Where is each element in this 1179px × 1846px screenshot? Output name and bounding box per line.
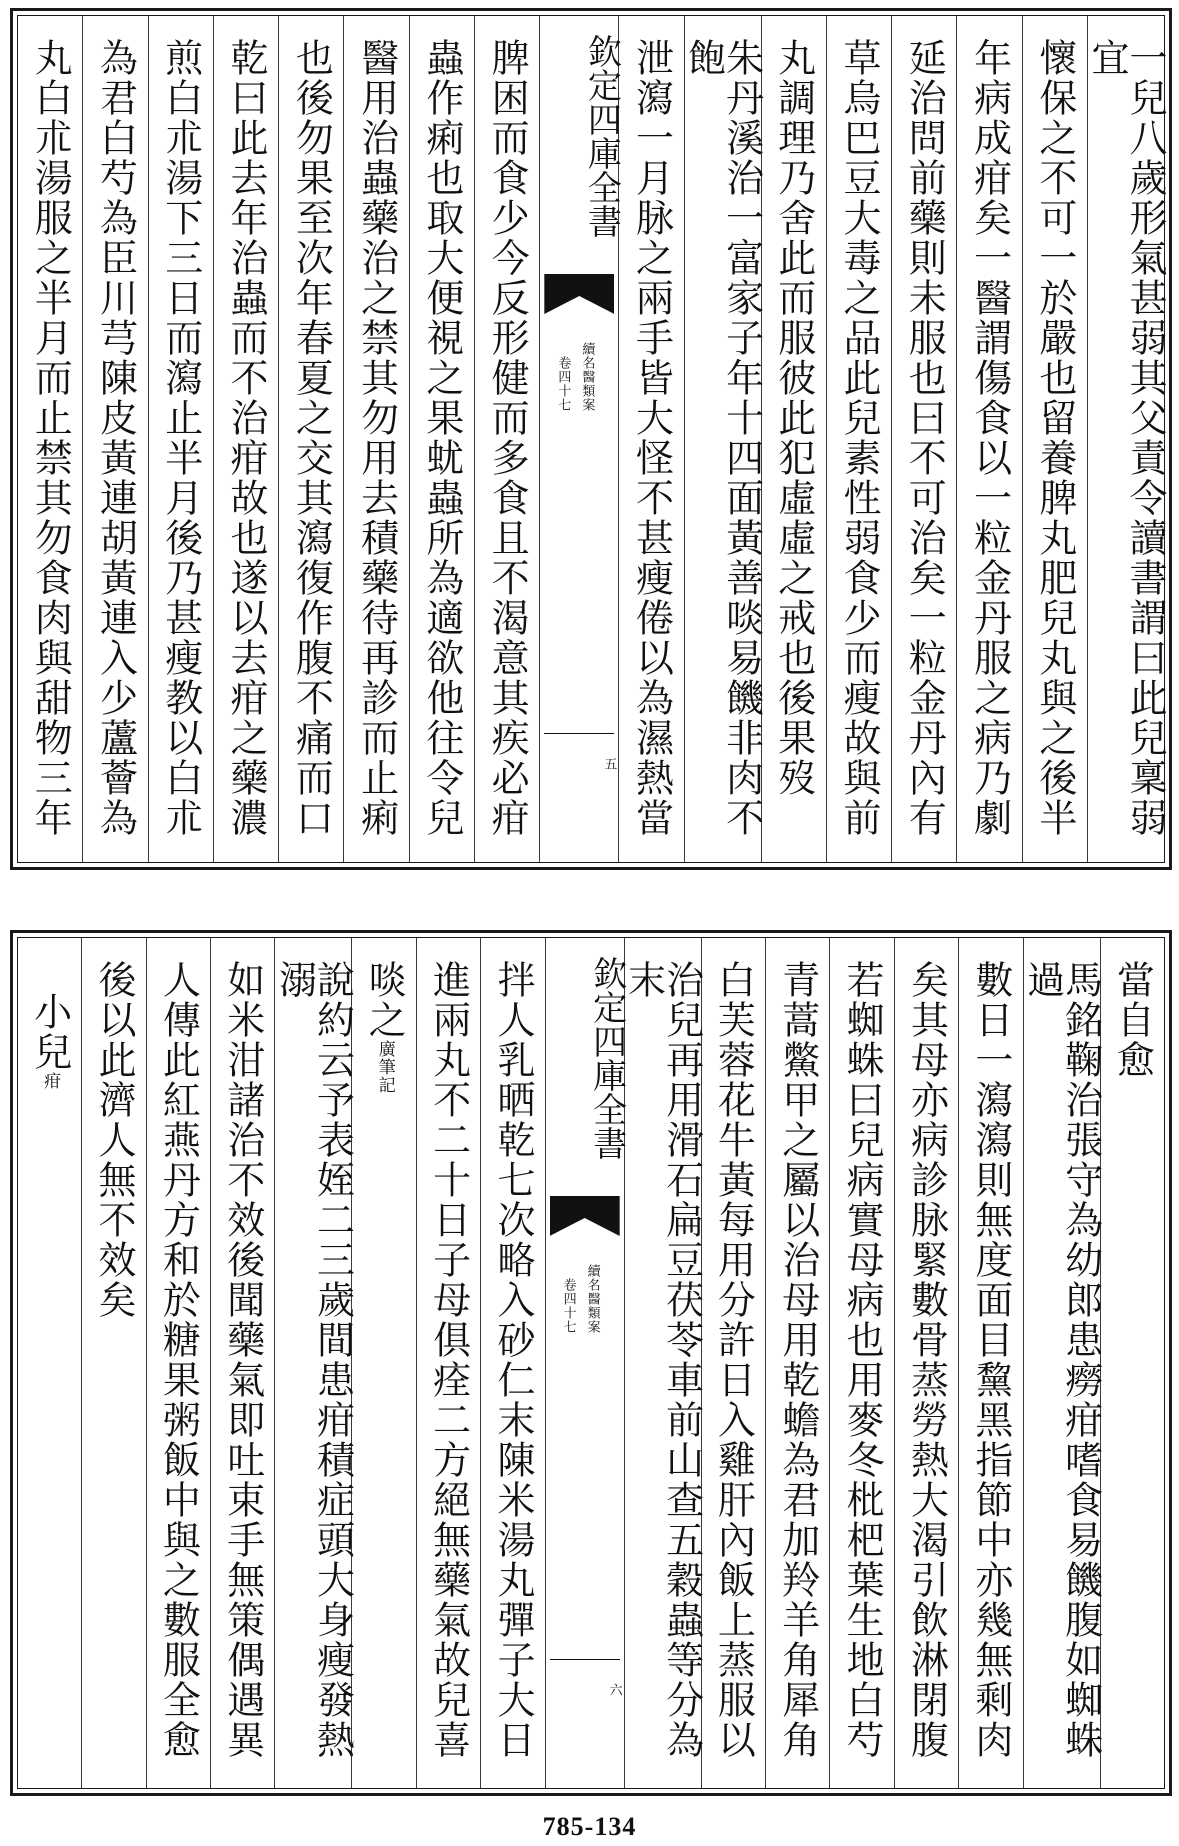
document-page-2: [10, 930, 1172, 1796]
margin-rule: [544, 733, 614, 734]
text-column: 進兩丸不二十日子母俱痊二方絕無藥氣故兒喜: [416, 938, 480, 1788]
text-column: 白芙蓉花牛黃每用分許日入雞肝內飯上蒸服以: [701, 938, 765, 1788]
text-column: 青蒿鱉甲之屬以治母用乾蟾為君加羚羊角犀角: [765, 938, 829, 1788]
text-column: 馬銘鞠治張守為幼郎患癆疳嗜食易饑腹如蜘蛛過: [1023, 938, 1100, 1788]
margin-page-number: 六: [606, 1683, 622, 1696]
page-footer-number: 785-134: [542, 1812, 637, 1841]
text-column: 後以此濟人無不效矣: [81, 938, 145, 1788]
text-column: 說約云予表姪二三歲間患疳積症頭大身瘦發熱溺: [274, 938, 351, 1788]
text-column: 人傳此紅燕丹方和於糖果粥飯中與之數服全愈: [146, 938, 210, 1788]
margin-page-number: 五: [601, 757, 617, 770]
margin-book-title: 續名醫類案: [579, 342, 595, 412]
text-fragment: 啖之: [362, 960, 407, 1040]
text-column: 拌人乳晒乾七次略入砂仁末陳米湯丸彈子大日: [480, 938, 544, 1788]
fish-tail-mark: [550, 1196, 620, 1236]
fish-tail-mark: [544, 274, 614, 314]
text-column: [351, 938, 415, 1788]
document-page-1: [10, 8, 1172, 870]
margin-rule: [550, 1659, 620, 1660]
text-column: 煎白朮湯下三日而瀉止半月後乃甚瘦教以白朮: [148, 16, 213, 862]
text-column: 數日一瀉瀉則無度面目黧黑指節中亦幾無剩肉: [958, 938, 1022, 1788]
text-column: 治兒再用滑石扁豆茯苓車前山查五穀蟲等分為末: [624, 938, 701, 1788]
text-column: 脾困而食少今反形健而多食且不渴意其疾必疳: [474, 16, 539, 862]
text-column: 年病成疳矣一醫謂傷食以一粒金丹服之病乃劇: [956, 16, 1021, 862]
text-column: 矣其母亦病診脉緊數骨蒸勞熱大渴引飲淋閉腹: [894, 938, 958, 1788]
text-column: 泄瀉一月脉之兩手皆大怪不甚瘦倦以為濕熱當: [618, 16, 683, 862]
margin-juan: 卷四十七: [555, 356, 571, 412]
text-column: 也後勿果至次年春夏之交其瀉復作腹不痛而口: [278, 16, 343, 862]
text-column: 為君白芍為臣川芎陳皮黃連胡黃連入少蘆薈為: [82, 16, 147, 862]
center-margin: [539, 16, 622, 862]
text-column: 如米泔諸治不效後聞藥氣即吐束手無策偶遇異: [210, 938, 274, 1788]
text-column: 乾曰此去年治蟲而不治疳故也遂以去疳之藥濃: [213, 16, 278, 862]
text-column: [18, 938, 81, 1788]
center-margin: [545, 938, 627, 1788]
source-note: 廣筆記: [374, 1040, 395, 1094]
text-column: 丸白朮湯服之半月而止禁其勿食肉與甜物三年: [28, 38, 73, 838]
margin-book-title: 續名醫類案: [584, 1264, 600, 1334]
margin-title: 欽定四庫全書: [581, 34, 622, 238]
text-column: 懷保之不可一於嚴也留養脾丸肥兒丸與之後半: [1022, 16, 1087, 862]
section-subnote: 疳: [40, 1072, 61, 1090]
text-column: 朱丹溪治一富家子年十四面黃善啖易饑非肉不飽: [684, 16, 761, 862]
margin-title: 欽定四庫全書: [586, 956, 627, 1160]
text-column: 丸調理乃舍此而服彼此犯虛虛之戒也後果歿: [761, 16, 826, 862]
text-column: 延治問前藥則未服也曰不可治矣一粒金丹內有: [891, 16, 956, 862]
text-column: 若蜘蛛曰兒病實母病也用麥冬枇杷葉生地白芍: [829, 938, 893, 1788]
section-heading: 小兒: [27, 992, 72, 1072]
margin-juan: 卷四十七: [560, 1278, 576, 1334]
text-column: 當自愈: [1100, 938, 1164, 1788]
text-column: 蟲作痢也取大便視之果蚘蟲所為適欲他往令兒: [409, 16, 474, 862]
text-column: 一兒八歲形氣甚弱其父責令讀書謂曰此兒稟弱宜: [1087, 16, 1164, 862]
text-column: 醫用治蟲藥治之禁其勿用去積藥待再診而止痢: [343, 16, 408, 862]
text-column: 草烏巴豆大毒之品此兒素性弱食少而瘦故與前: [826, 16, 891, 862]
